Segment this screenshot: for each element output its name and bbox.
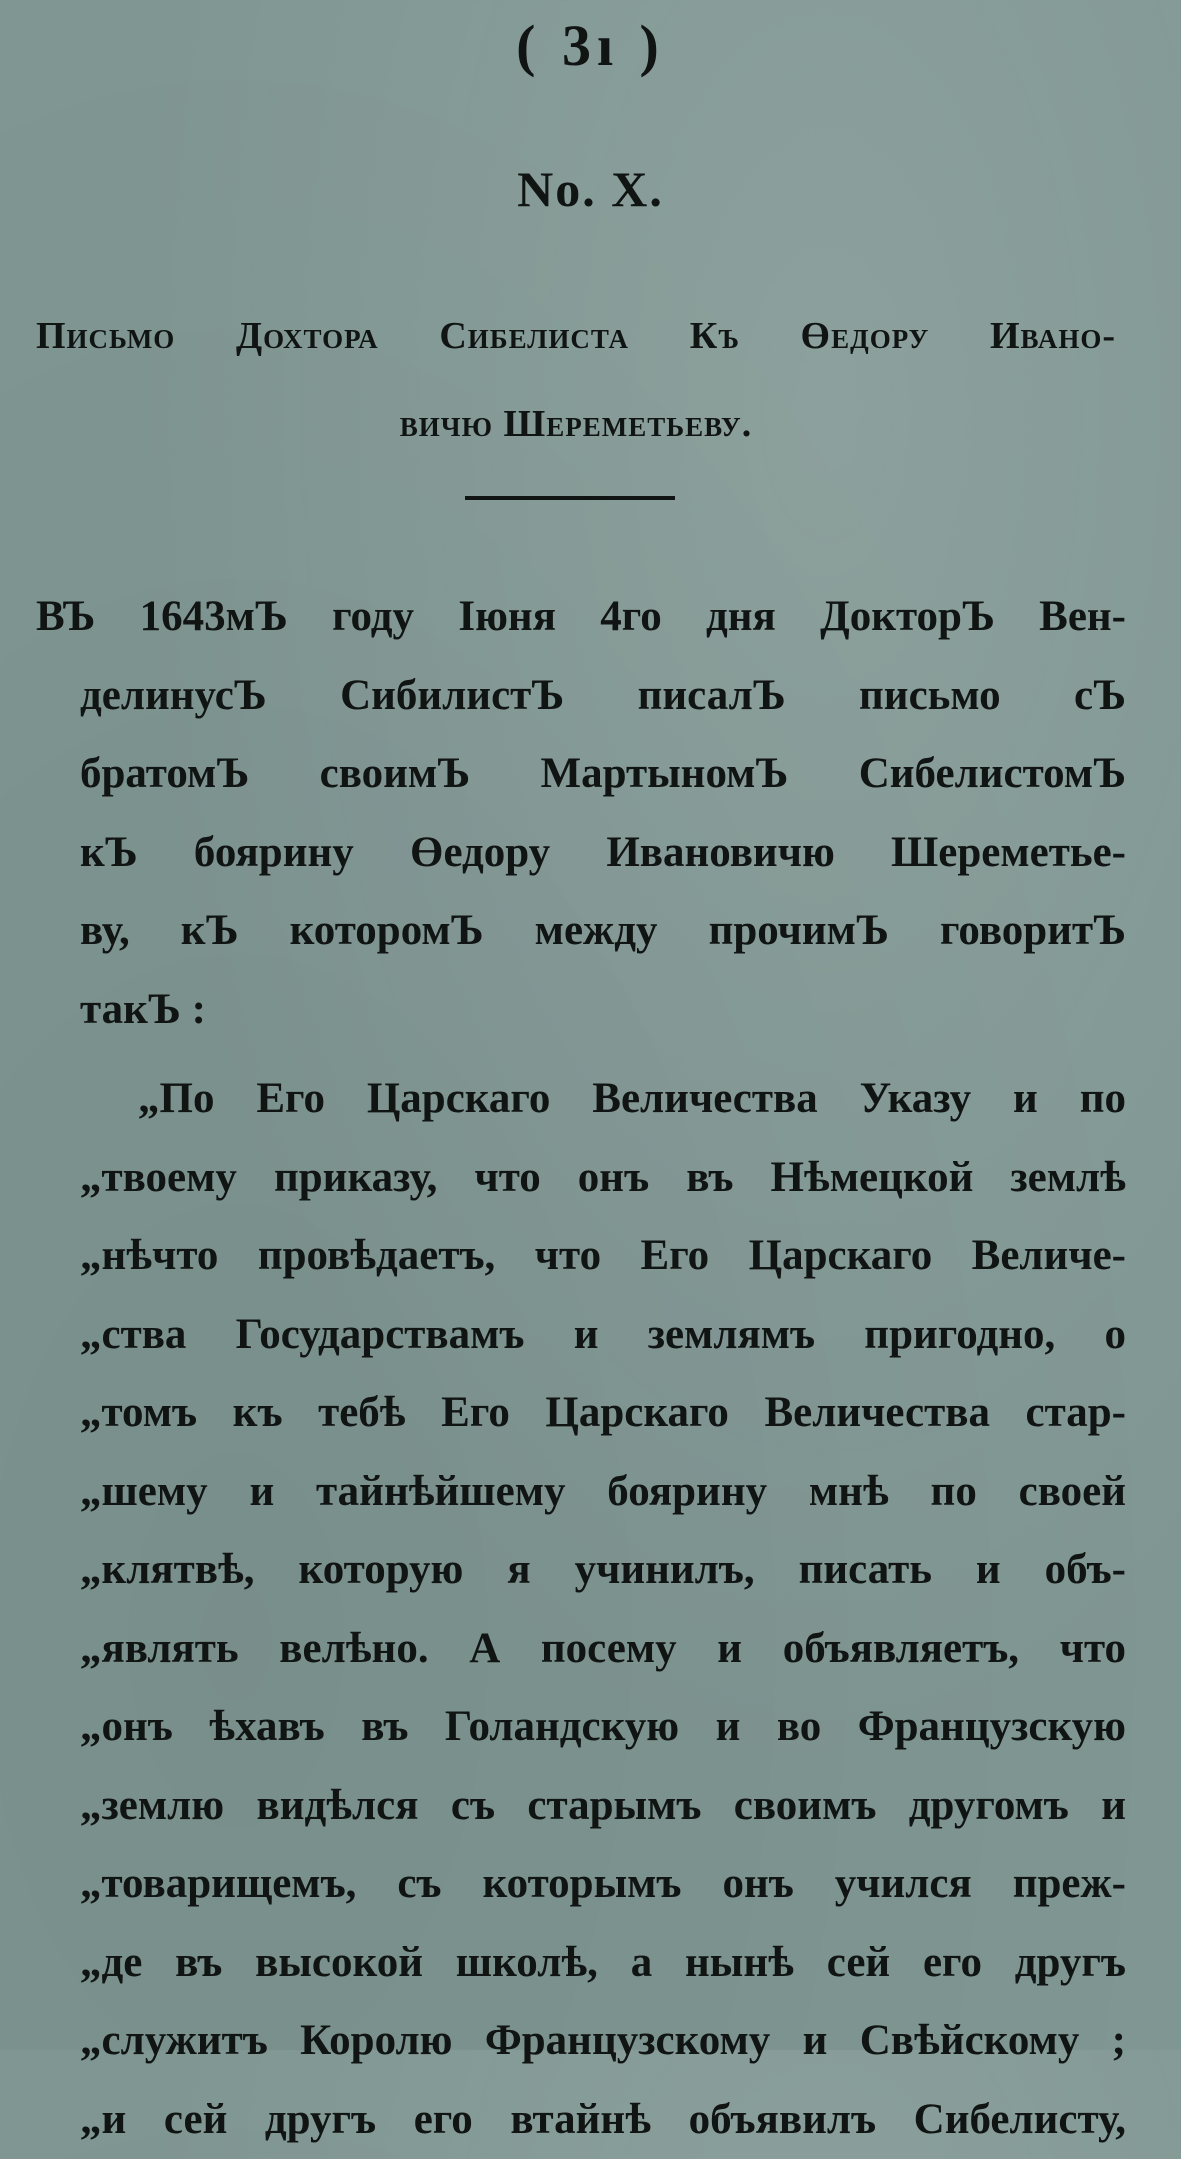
text-line: ву, кЪ которомЪ между прочимЪ говоритЪ <box>36 892 1126 971</box>
text-line: „служитъ Королю Французскому и Свѣйскому ; <box>36 2002 1126 2081</box>
text-line: „томъ къ тебѣ Его Царскаго Величества стар- <box>36 1374 1126 1453</box>
text-line: „являть велѣно. А посему и объявляетъ, что <box>36 1610 1126 1689</box>
text-line: кЪ боярину Өедору Ивановичю Шереметье- <box>36 814 1126 893</box>
text-line: делинусЪ СибилистЪ писалЪ письмо сЪ <box>36 657 1126 736</box>
intro-paragraph <box>36 578 1126 1049</box>
text-line: „клятвѣ, которую я учинилъ, писать и объ- <box>36 1531 1126 1610</box>
text-line: „ства Государствамъ и землямъ пригодно, о <box>36 1296 1126 1375</box>
text-line: „твоему приказу, что онъ въ Нѣмецкой землѣ <box>36 1139 1126 1218</box>
text-line: такЪ : <box>36 971 1126 1050</box>
separator-rule <box>465 496 675 500</box>
document-heading <box>36 292 1116 468</box>
quote-paragraph <box>36 1060 1126 2159</box>
text-line: „и сей другъ его втайнѣ объявилъ Сибелисту, <box>36 2081 1126 2159</box>
heading-line-1: Письмо Дохтора Сибелиста Къ Өедору Ивано- <box>36 292 1116 380</box>
text-line: „товарищемъ, съ которымъ онъ учился преж- <box>36 1845 1126 1924</box>
page-number: ( 3ı ) <box>0 12 1181 79</box>
text-line: „нѣчто провѣдаетъ, что Его Царскаго Величе- <box>36 1217 1126 1296</box>
document-number: No. X. <box>0 160 1181 218</box>
text-line: „онъ ѣхавъ въ Голандскую и во Французскую <box>36 1688 1126 1767</box>
text-line: „де въ высокой школѣ, а нынѣ сей его другъ <box>36 1924 1126 2003</box>
text-line: „землю видѣлся съ старымъ своимъ другомъ и <box>36 1767 1126 1846</box>
text-line: ВЪ 1643мЪ году Іюня 4го дня ДокторЪ Вен- <box>36 578 1126 657</box>
text-line: „По Его Царскаго Величества Указу и по <box>36 1060 1126 1139</box>
heading-line-2: вичю Шереметьеву. <box>36 380 1116 468</box>
text-line: братомЪ своимЪ МартыномЪ СибелистомЪ <box>36 735 1126 814</box>
text-line: „шему и тайнѣйшему боярину мнѣ по своей <box>36 1453 1126 1532</box>
